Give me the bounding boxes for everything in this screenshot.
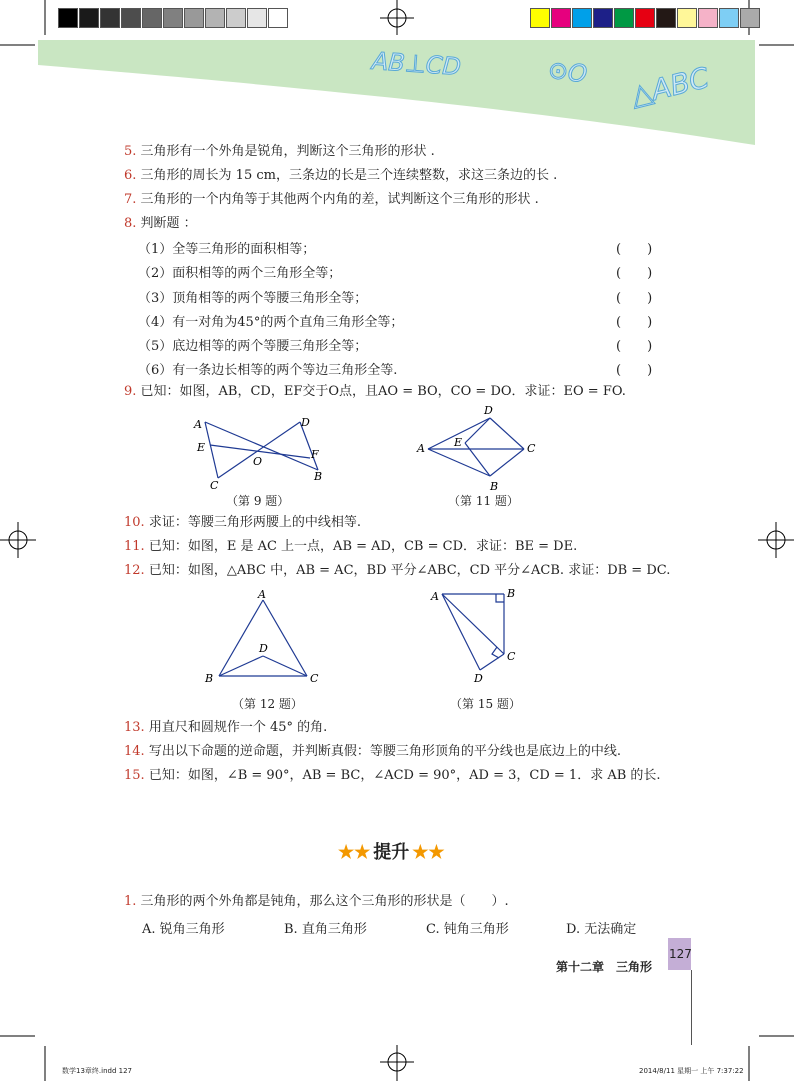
label-E: E — [197, 441, 206, 454]
judge-paren-6: ( ) — [616, 363, 653, 378]
label-D: D — [484, 404, 493, 417]
question-12: 12. 已知：如图，△ABC 中，AB = AC，BD 平分∠ABC，CD 平分∠ACB. 求证：DB = DC. — [124, 563, 671, 578]
figure-9 — [190, 412, 350, 492]
judge-paren-4: ( ) — [616, 315, 653, 330]
judge-paren-2: ( ) — [616, 266, 653, 281]
choice-a: A. 锐角三角形 — [142, 922, 225, 937]
question-9: 9. 已知：如图，AB，CD，EF交于O点，且AO = BO，CO = DO．求证：EO = FO. — [124, 384, 626, 399]
banner-formula-circle: ⊙O — [546, 55, 589, 89]
section-heading — [338, 838, 445, 864]
question-10: 10. 求证：等腰三角形两腰上的中线相等. — [124, 515, 361, 530]
footer-timestamp: 2014/8/11 星期一 上午 7:37:22 — [639, 1067, 744, 1075]
question-13: 13. 用直尺和圆规作一个 45° 的角. — [124, 720, 328, 735]
label-A: A — [431, 590, 439, 603]
label-D: D — [301, 416, 310, 429]
choice-d: D. 无法确定 — [566, 922, 637, 937]
label-C: C — [310, 672, 319, 685]
label-D: D — [259, 642, 268, 655]
label-F: F — [311, 448, 319, 461]
judge-item-1: （1）全等三角形的面积相等； — [138, 242, 316, 257]
question-11: 11. 已知：如图，E 是 AC 上一点，AB = AD，CB = CD．求证：BE = DE. — [124, 539, 578, 554]
judge-paren-3: ( ) — [616, 291, 653, 306]
running-head: 第十二章 三角形 — [556, 960, 653, 974]
caption-fig-12: （第 12 题） — [232, 697, 303, 711]
judge-item-6: （6）有一条边长相等的两个等边三角形全等. — [138, 363, 398, 378]
label-A: A — [258, 588, 266, 601]
label-A: A — [194, 418, 202, 431]
stars-left: ★★ — [338, 842, 371, 863]
label-B: B — [314, 470, 323, 483]
label-B: B — [490, 480, 499, 493]
question-6: 6. 三角形的周长为 15 cm，三条边的长是三个连续整数，求这三条边的长 . — [124, 168, 558, 183]
question-7: 7. 三角形的一个内角等于其他两个内角的差，试判断这个三角形的形状 . — [124, 192, 539, 207]
figure-11 — [410, 404, 550, 494]
judge-item-3: （3）顶角相等的两个等腰三角形全等； — [138, 291, 368, 306]
question-14: 14. 写出以下命题的逆命题，并判断真假：等腰三角形顶角的平分线也是底边上的中线. — [124, 744, 621, 759]
improve-question-1: 1. 三角形的两个外角都是钝角，那么这个三角形的形状是（ ）. — [124, 894, 509, 909]
choice-c: C. 钝角三角形 — [426, 922, 509, 937]
stars-right: ★★ — [412, 842, 445, 863]
label-C: C — [527, 442, 536, 455]
judge-item-2: （2）面积相等的两个三角形全等； — [138, 266, 342, 281]
section-title: 提升 — [373, 842, 410, 863]
judge-item-5: （5）底边相等的两个等腰三角形全等； — [138, 339, 368, 354]
choice-b: B. 直角三角形 — [284, 922, 367, 937]
question-5: 5. 三角形有一个外角是锐角，判断这个三角形的形状 . — [124, 144, 435, 159]
label-D: D — [474, 672, 483, 684]
label-B: B — [507, 587, 516, 600]
footer-file: 数学13章终.indd 127 — [62, 1067, 132, 1075]
label-B: B — [205, 672, 214, 685]
page-tab-line — [691, 970, 692, 1045]
label-A: A — [417, 442, 425, 455]
banner-formula-perpendicular: AB⊥CD — [371, 46, 462, 82]
label-C: C — [210, 479, 219, 492]
label-E: E — [454, 436, 463, 449]
judge-paren-5: ( ) — [616, 339, 653, 354]
figure-15 — [428, 584, 528, 684]
caption-fig-9: （第 9 题） — [226, 494, 290, 508]
caption-fig-15: （第 15 题） — [450, 697, 521, 711]
judge-item-4: （4）有一对角为45°的两个直角三角形全等； — [138, 315, 404, 330]
label-C: C — [507, 650, 516, 663]
judge-paren-1: ( ) — [616, 242, 653, 257]
figure-12 — [203, 586, 333, 686]
page-number: 127 — [669, 947, 692, 961]
question-15: 15. 已知：如图，∠B = 90°，AB = BC，∠ACD = 90°，AD = 3，CD = 1．求 AB 的长. — [124, 768, 661, 783]
caption-fig-11: （第 11 题） — [448, 494, 519, 508]
question-8: 8. 判断题 ： — [124, 216, 197, 231]
banner-formula-triangle: △ABC — [627, 60, 713, 113]
label-O: O — [253, 455, 263, 468]
